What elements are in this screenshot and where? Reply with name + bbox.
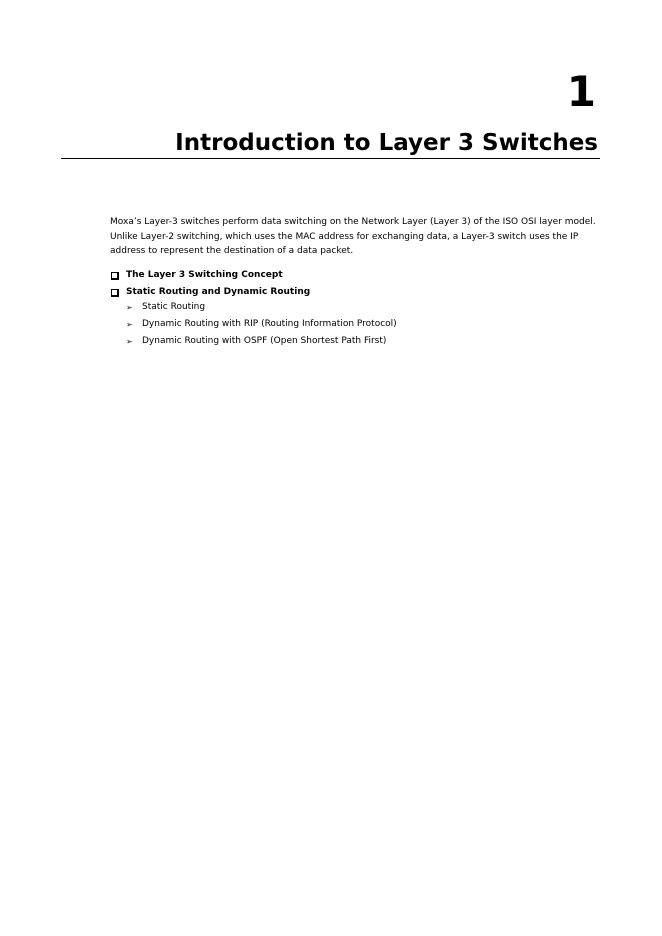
topic-item (110, 267, 310, 284)
chapter-number: 1 (566, 67, 596, 116)
topic-label: Static Routing and Dynamic Routing (126, 286, 311, 297)
arrow-bullet-icon: ➢ (126, 303, 133, 312)
intro-paragraph: Moxa’s Layer-3 switches perform data switching on the Network Layer (Layer 3) of the ISO OSI layer model. Unlike Layer-2 switching, which uses the MAC address for exchanging data, a Layer-3 switch uses the IP address to represent the destination of a data packet. (110, 217, 596, 256)
subtopic-label: Dynamic Routing with OSPF (Open Shortest Path First) (142, 336, 387, 346)
topic-item (110, 284, 310, 301)
arrow-bullet-icon: ➢ (126, 337, 133, 346)
chapter-title: Introduction to Layer 3 Switches (175, 130, 598, 156)
topic-label: The Layer 3 Switching Concept (126, 270, 283, 280)
subtopic-list (126, 299, 397, 350)
subtopic-item (126, 299, 397, 316)
title-divider (61, 158, 600, 159)
subtopic-item (126, 316, 397, 333)
arrow-bullet-icon: ➢ (126, 320, 133, 329)
topic-list (110, 267, 310, 300)
square-bullet-icon (111, 289, 119, 297)
subtopic-label: Dynamic Routing with RIP (Routing Information Protocol) (142, 319, 397, 329)
subtopic-item (126, 333, 397, 350)
square-bullet-icon (111, 272, 119, 280)
subtopic-label: Static Routing (142, 302, 206, 312)
